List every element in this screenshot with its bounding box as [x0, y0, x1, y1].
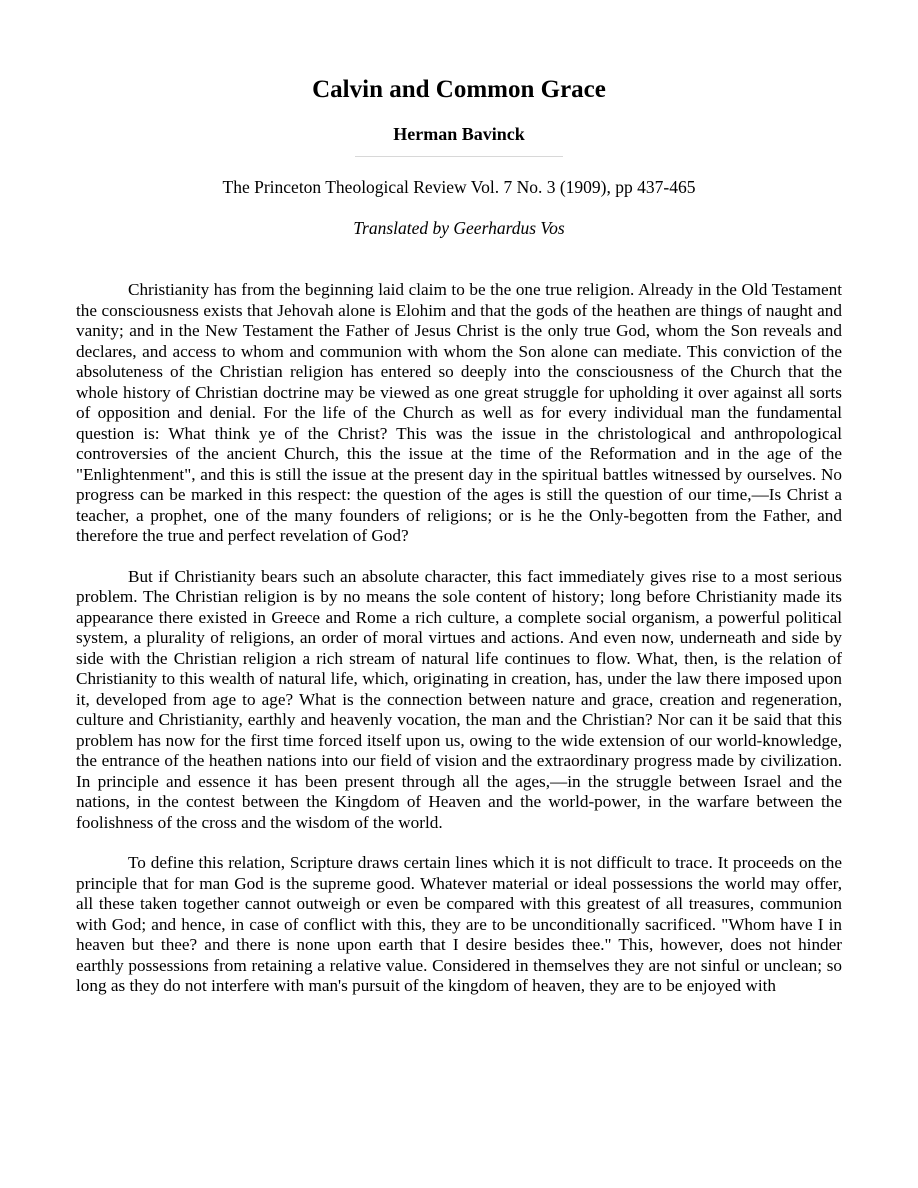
- document-author: Herman Bavinck: [393, 124, 525, 144]
- paragraph-2: But if Christianity bears such an absolute character, this fact immediately gives rise to a most serious problem. The Christian religion is by no means the sole content of history; long before Christianity made its appearance there existed in Greece and Rome a rich culture, a complete social organism, a powerful political system, a plurality of religions, an order of moral virtues and actions. And even now, underneath and side by side with the Christian religion a rich stream of natural life continues to flow. What, then, is the relation of Christianity to this wealth of natural life, which, originating in creation, has, under the law there imposed upon it, developed from age to age? What is the connection between nature and grace, creation and regeneration, culture and Christianity, earthly and heavenly vocation, the man and the Christian? Nor can it be said that this problem has now for the first time forced itself upon us, owing to the wide extension of our world-knowledge, the entrance of the heathen nations into our field of vision and the extraordinary progress made by civilization. In principle and essence it has been present through all the ages,—in the struggle between Israel and the nations, in the contest between the Kingdom of Heaven and the world-power, in the warfare between the foolishness of the cross and the wisdom of the world.: [76, 566, 842, 832]
- translator-credit: Translated by Geerhardus Vos: [353, 218, 565, 238]
- paragraph-1: Christianity has from the beginning laid claim to be the one true religion. Already in the Old Testament the consciousness exists that Jehovah alone is Elohim and that the gods of the heathen are things of naught and vanity; and in the New Testament the Father of Jesus Christ is the only true God, whom the Son reveals and declares, and access to whom and communion with whom the Son alone can mediate. This conviction of the absoluteness of the Christian religion has entered so deeply into the consciousness of the Church that the whole history of Christian doctrine may be viewed as one great struggle for upholding it over against all sorts of opposition and denial. For the life of the Church as well as for every individual man the fundamental question is: What think ye of the Christ? This was the issue in the christological and anthropological controversies of the ancient Church, this the issue at the time of the Reformation and in the age of the "Enlightenment", and this is still the issue at the present day in the spiritual battles witnessed by ourselves. No progress can be marked in this respect: the question of the ages is still the question of our time,—Is Christ a teacher, a prophet, one of the many founders of religions; or is he the Only-begotten from the Father, and therefore the true and perfect revelation of God?: [76, 280, 842, 545]
- article-body: [76, 280, 842, 997]
- publication-citation: The Princeton Theological Review Vol. 7 No. 3 (1909), pp 437-465: [222, 177, 696, 197]
- paragraph-3: To define this relation, Scripture draws certain lines which it is not difficult to trace. It proceeds on the principle that for man God is the supreme good. Whatever material or ideal possessions the world may offer, all these taken together cannot outweigh or even be compared with this greatest of all treasures, communion with God; and hence, in case of conflict with this, they are to be unconditionally sacrificed. "Whom have I in heaven but thee? and there is none upon earth that I desire besides thee." This, however, does not hinder earthly possessions from retaining a relative value. Considered in themselves they are not sinful or unclean; so long as they do not interfere with man's pursuit of the kingdom of heaven, they are to be enjoyed with: [76, 853, 842, 995]
- document-title: Calvin and Common Grace: [312, 76, 606, 103]
- title-divider: [355, 156, 563, 157]
